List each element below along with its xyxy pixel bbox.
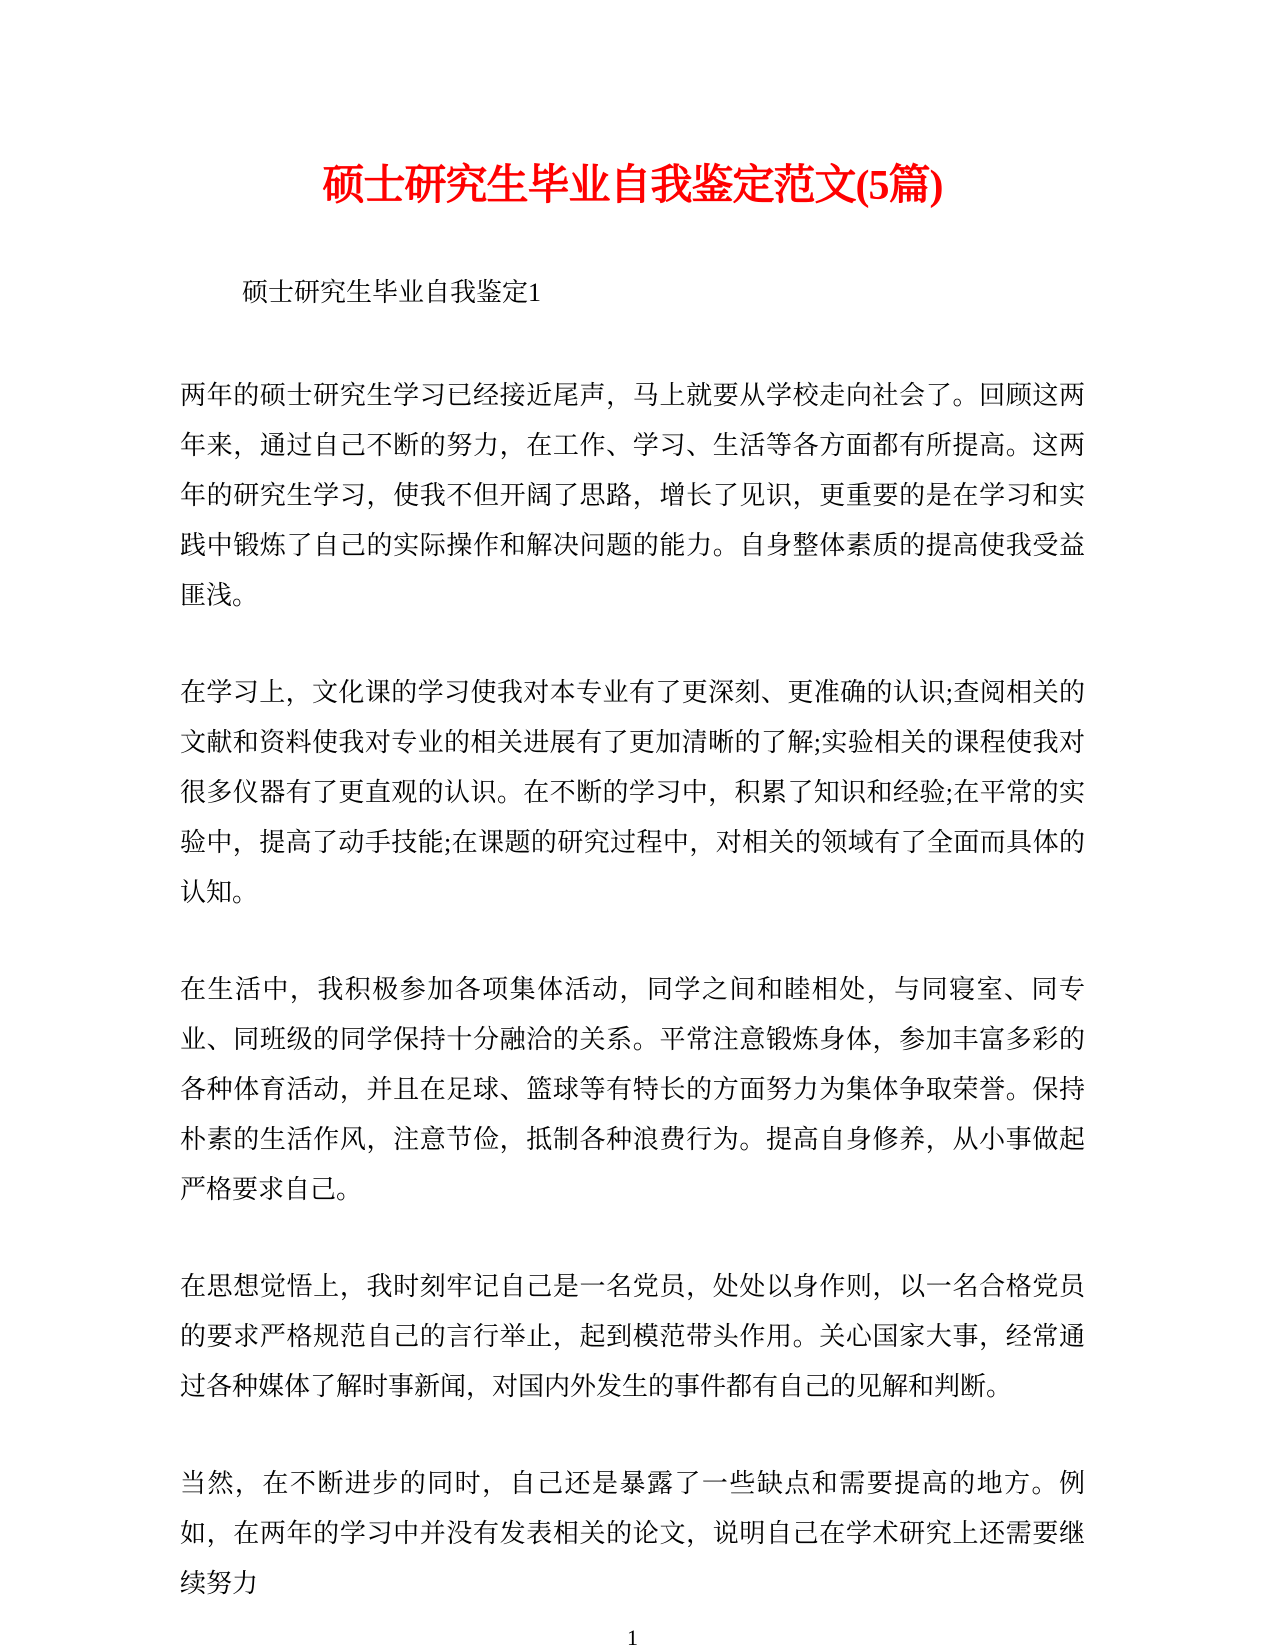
paragraph: 两年的硕士研究生学习已经接近尾声，马上就要从学校走向社会了。回顾这两年来，通过自己不断的努力，在工作、学习、生活等各方面都有所提高。这两年的研究生学习，使我不但开阔了思路，增长了见识，更重要的是在学习和实践中锻炼了自己的实际操作和解决问题的能力。自身整体素质的提高使我受益匪浅。	[180, 381, 1085, 610]
paragraph: 当然，在不断进步的同时，自己还是暴露了一些缺点和需要提高的地方。例如，在两年的学习中并没有发表相关的论文，说明自己在学术研究上还需要继续努力	[180, 1469, 1085, 1598]
page-number: 1	[627, 1625, 638, 1650]
paragraph: 在学习上，文化课的学习使我对本专业有了更深刻、更准确的认识;查阅相关的文献和资料使我对专业的相关进展有了更加清晰的了解;实验相关的课程使我对很多仪器有了更直观的认识。在不断的学习中，积累了知识和经验;在平常的实验中，提高了动手技能;在课题的研究过程中，对相关的领域有了全面而具体的认知。	[180, 678, 1085, 907]
section-heading: 硕士研究生毕业自我鉴定1	[242, 278, 542, 307]
paragraph: 在思想觉悟上，我时刻牢记自己是一名党员，处处以身作则，以一名合格党员的要求严格规范自己的言行举止，起到模范带头作用。关心国家大事，经常通过各种媒体了解时事新闻，对国内外发生的事件都有自己的见解和判断。	[180, 1272, 1085, 1401]
document-title: 硕士研究生毕业自我鉴定范文(5篇)	[322, 163, 943, 209]
paragraph: 在生活中，我积极参加各项集体活动，同学之间和睦相处，与同寝室、同专业、同班级的同学保持十分融洽的关系。平常注意锻炼身体，参加丰富多彩的各种体育活动，并且在足球、篮球等有特长的方面努力为集体争取荣誉。保持朴素的生活作风，注意节俭，抵制各种浪费行为。提高自身修养，从小事做起严格要求自己。	[180, 975, 1085, 1204]
document-content	[180, 0, 1085, 1651]
paragraph-list	[180, 371, 1085, 1609]
